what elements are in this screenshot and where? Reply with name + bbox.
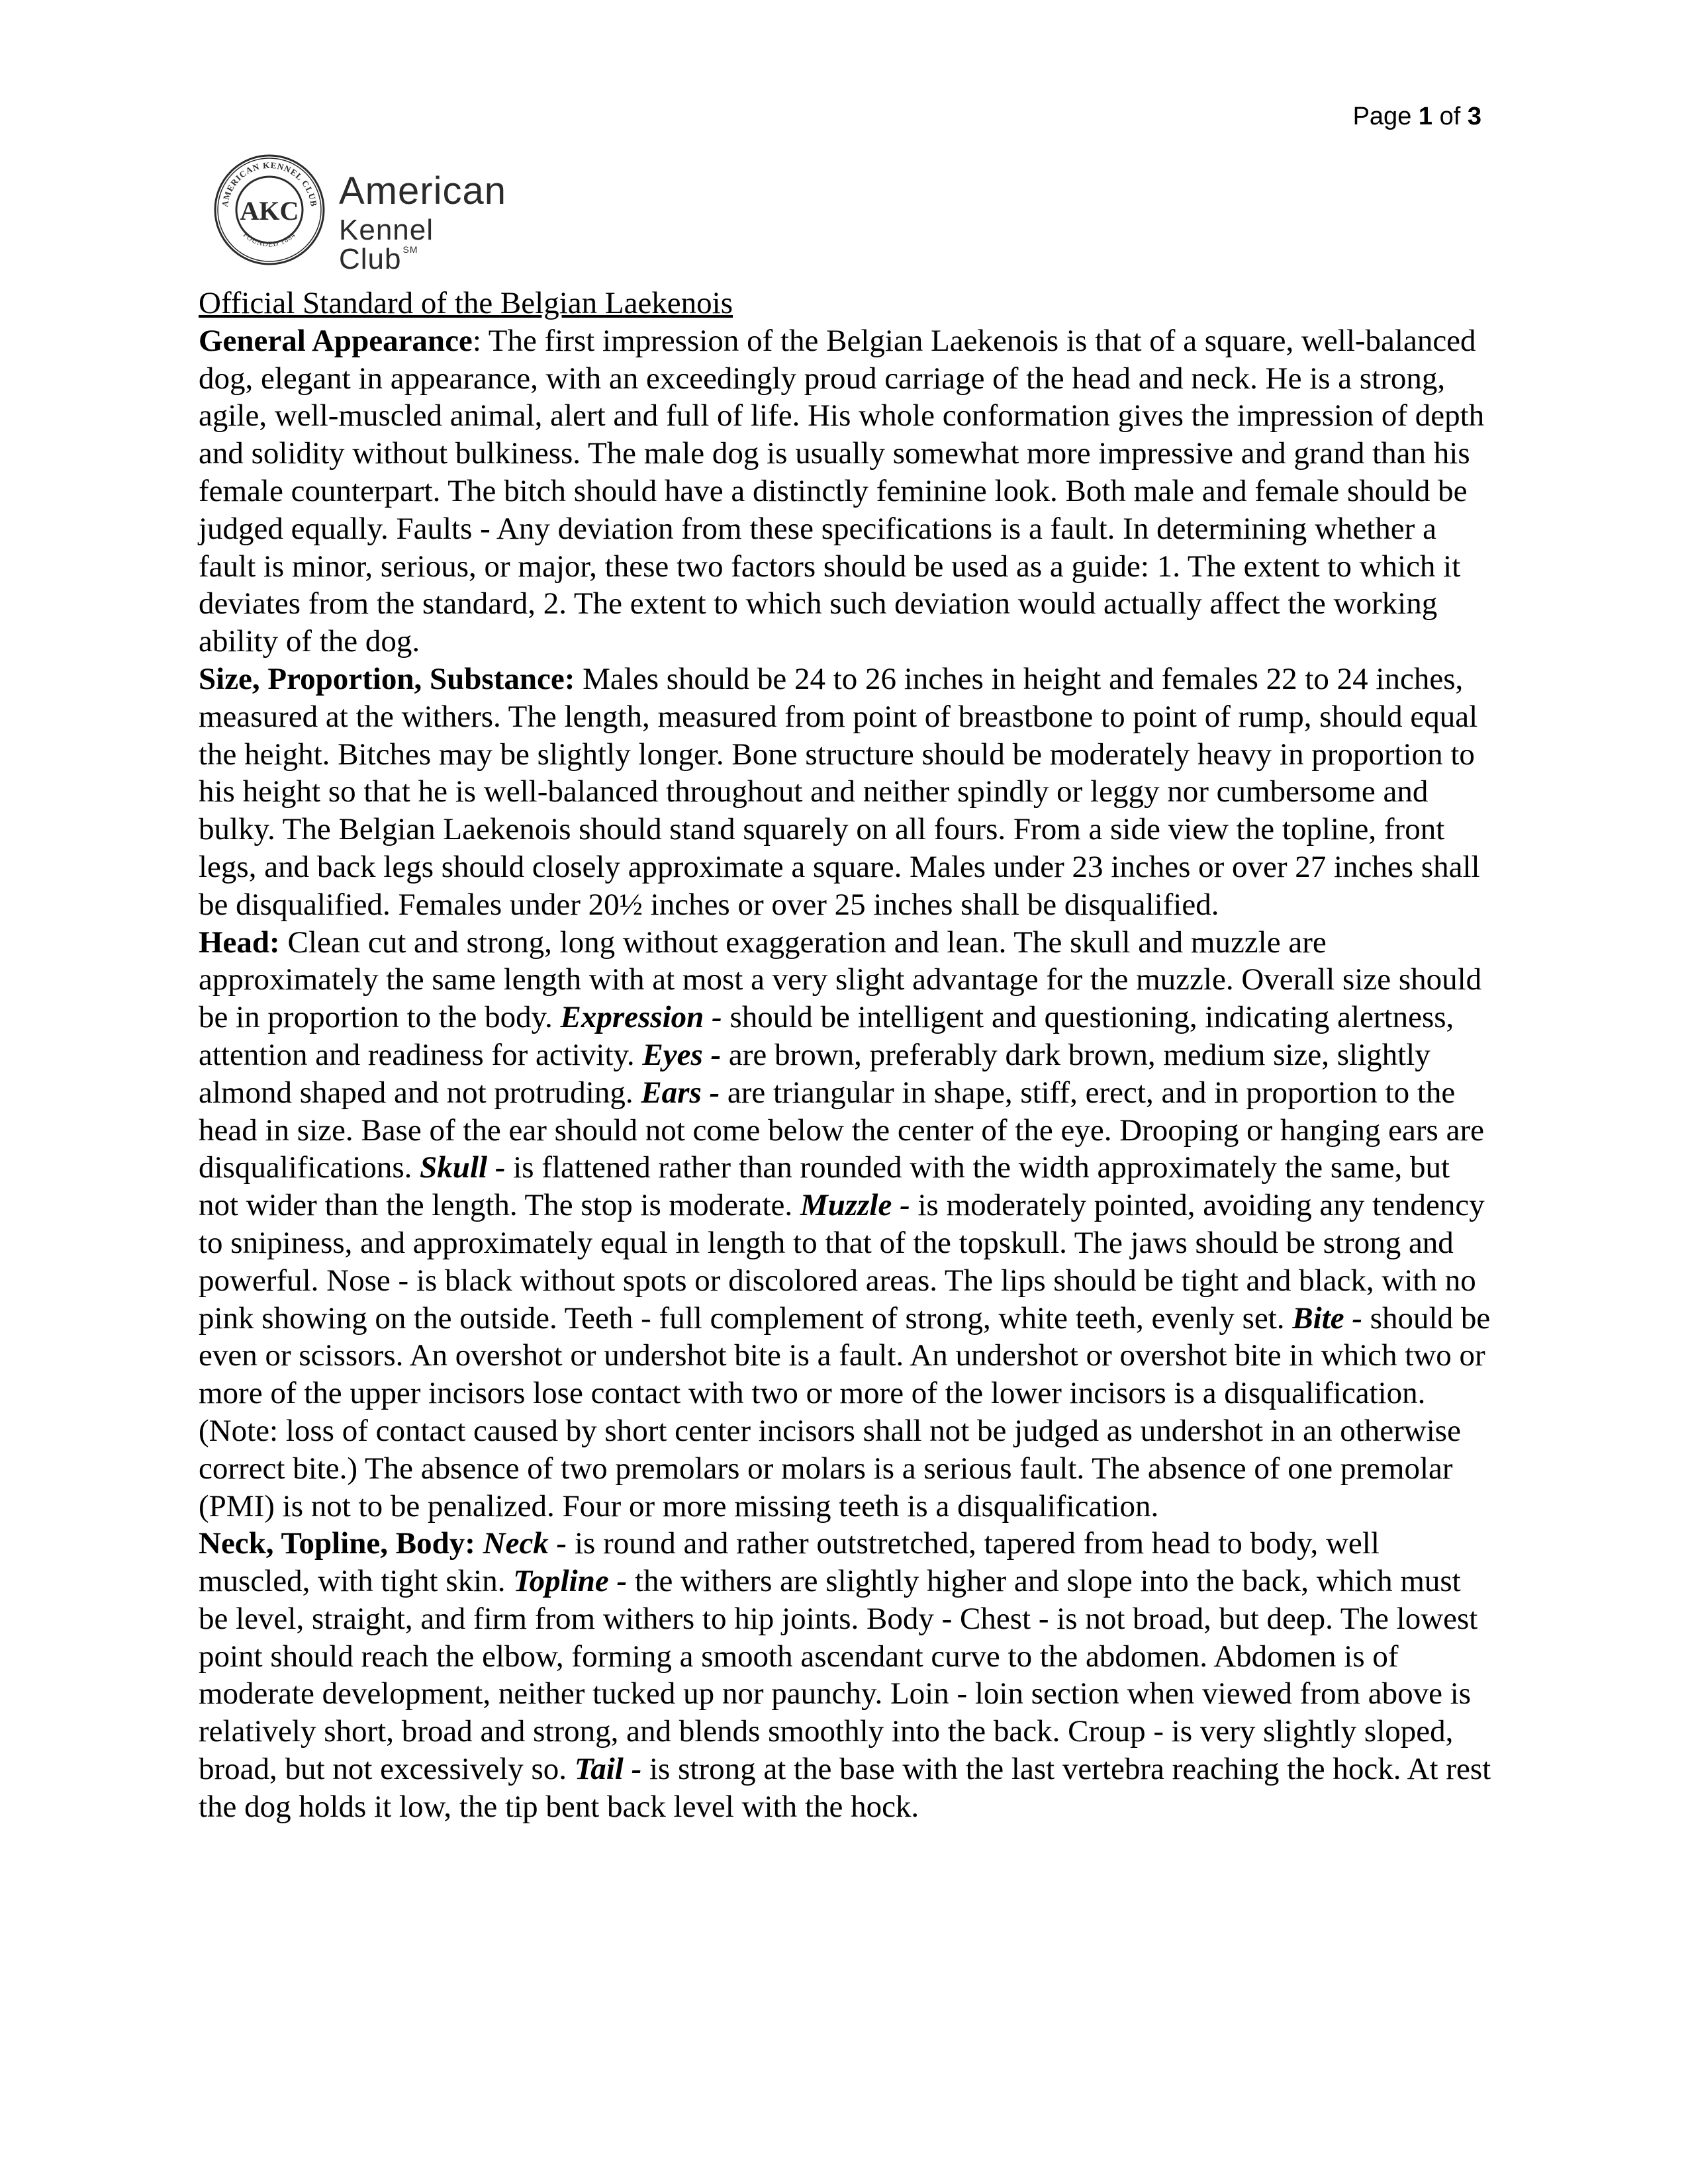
section-general-appearance <box>199 322 1496 660</box>
neck-heading: Neck, Topline, Body: <box>199 1526 475 1561</box>
bite-term: Bite - <box>1292 1300 1363 1336</box>
head-text-7: should be even or scissors. An overshot or undershot bite is a fault. An undershot or overshot bite in which two or more of the upper incisors lose contact with two or more of the lower incisors is a disqualification. (Note: loss of contact caused by short center incisors shall not be judged as undershot in an otherwise correct bite.) The absence of two premolars or molars is a serious fault. The absence of one premolar (PMI) is not to be penalized. Four or more missing teeth is a disqualification. <box>199 1300 1491 1524</box>
head-text-1: Clean cut and strong, long without exaggeration and lean. The skull and muzzle are approximately the same length with at most a very slight advantage for the muzzle. Overall size should be in proportion to the body. <box>199 925 1482 1035</box>
neck-term: Neck - <box>483 1526 567 1561</box>
eyes-term: Eyes - <box>642 1037 722 1072</box>
page-current: 1 <box>1418 103 1433 130</box>
akc-seal-icon <box>213 154 326 266</box>
seal-letters: AKC <box>240 196 299 226</box>
akc-logo <box>213 154 506 275</box>
neck-text-1: is round and rather outstretched, tapered from head to body, well muscled, with tight skin. <box>199 1526 1380 1599</box>
svg-text:FOUNDED 1884 <box>242 231 297 249</box>
section-neck-topline-body <box>199 1525 1496 1825</box>
page-number <box>1353 103 1481 131</box>
head-heading: Head: <box>199 925 280 960</box>
head-text-3: are brown, preferably dark brown, medium size, slightly almond shaped and not protruding. <box>199 1037 1430 1110</box>
wordmark-line2-text: Kennel Club <box>339 214 434 275</box>
document-title: Official Standard of the Belgian Laekenois <box>199 286 733 320</box>
akc-wordmark <box>339 169 506 275</box>
page-label: Page <box>1352 103 1412 130</box>
general-appearance-heading: General Appearance <box>199 323 473 358</box>
standard-text <box>199 285 1496 1826</box>
ears-term: Ears - <box>641 1075 720 1110</box>
wordmark-line1: American <box>339 169 506 212</box>
size-heading: Size, Proportion, Substance: <box>199 661 575 696</box>
size-text: Males should be 24 to 26 inches in height and females 22 to 24 inches, measured at the withers. The length, measured from point of breastbone to point of rump, should equal the height. Bitches may be slightly longer. Bone structure should be moderately heavy in proportion to his height so that he is well-balanced throughout and neither spindly or leggy nor cumbersome and bulky. The Belgian Laekenois should stand squarely on all fours. From a side view the topline, front legs, and back legs should closely approximate a square. Males under 23 inches or over 27 inches shall be disqualified. Females under 20½ inches or over 25 inches shall be disqualified. <box>199 661 1480 922</box>
page-of: of <box>1439 103 1461 130</box>
section-head <box>199 924 1496 1525</box>
general-appearance-text: : The first impression of the Belgian Laekenois is that of a square, well-balanced dog, elegant in appearance, with an exceedingly proud carriage of the head and neck. He is a strong, agile, well-muscled animal, alert and full of life. His whole conformation gives the impression of depth and solidity without bulkiness. The male dog is usually somewhat more impressive and grand than his female counterpart. The bitch should have a distinctly feminine look. Both male and female should be judged equally. Faults - Any deviation from these specifications is a fault. In determining whether a fault is minor, serious, or major, these two factors should be used as a guide: 1. The extent to which it deviates from the standard, 2. The extent to which such deviation would actually affect the working ability of the dog. <box>199 323 1485 659</box>
head-text-2: should be intelligent and questioning, indicating alertness, attention and readiness for activity. <box>199 1000 1454 1072</box>
head-text-4: are triangular in shape, stiff, erect, and in proportion to the head in size. Base of the ear should not come below the center of the eye. Drooping or hanging ears are disqualifications. <box>199 1075 1484 1185</box>
topline-term: Topline - <box>513 1564 628 1599</box>
seal-ring-top: AMERICAN KENNEL CLUB <box>220 159 319 208</box>
page-total: 3 <box>1467 103 1481 130</box>
neck-text-3: is strong at the base with the last vertebra reaching the hock. At rest the dog holds it low, the tip bent back level with the hock. <box>199 1752 1491 1824</box>
neck-text-2: the withers are slightly higher and slope into the back, which must be level, straight, and firm from withers to hip joints. Body - Chest - is not broad, but deep. The lowest point should reach the elbow, forming a smooth ascendant curve to the abdomen. Abdomen is of moderate development, neither tucked up nor paunchy. Loin - loin section when viewed from above is relatively short, broad and strong, and blends smoothly into the back. Croup - is very slightly sloped, broad, but not excessively so. <box>199 1564 1478 1787</box>
tail-term: Tail - <box>574 1752 642 1787</box>
wordmark-line2 <box>339 216 506 274</box>
seal-ring-bottom: FOUNDED 1884 <box>241 230 298 249</box>
section-size-proportion <box>199 660 1496 924</box>
service-mark: SM <box>402 244 418 255</box>
head-text-6: is moderately pointed, avoiding any tendency to snipiness, and approximately equal in length to that of the topskull. The jaws should be strong and powerful. Nose - is black without spots or discolored areas. The lips should be tight and black, with no pink showing on the outside. Teeth - full complement of strong, white teeth, evenly set. <box>199 1188 1485 1336</box>
head-text-5: is flattened rather than rounded with the width approximately the same, but not wider than the length. The stop is moderate. <box>199 1150 1450 1223</box>
expression-term: Expression - <box>560 1000 722 1035</box>
muzzle-term: Muzzle - <box>800 1188 910 1223</box>
skull-term: Skull - <box>420 1150 506 1185</box>
